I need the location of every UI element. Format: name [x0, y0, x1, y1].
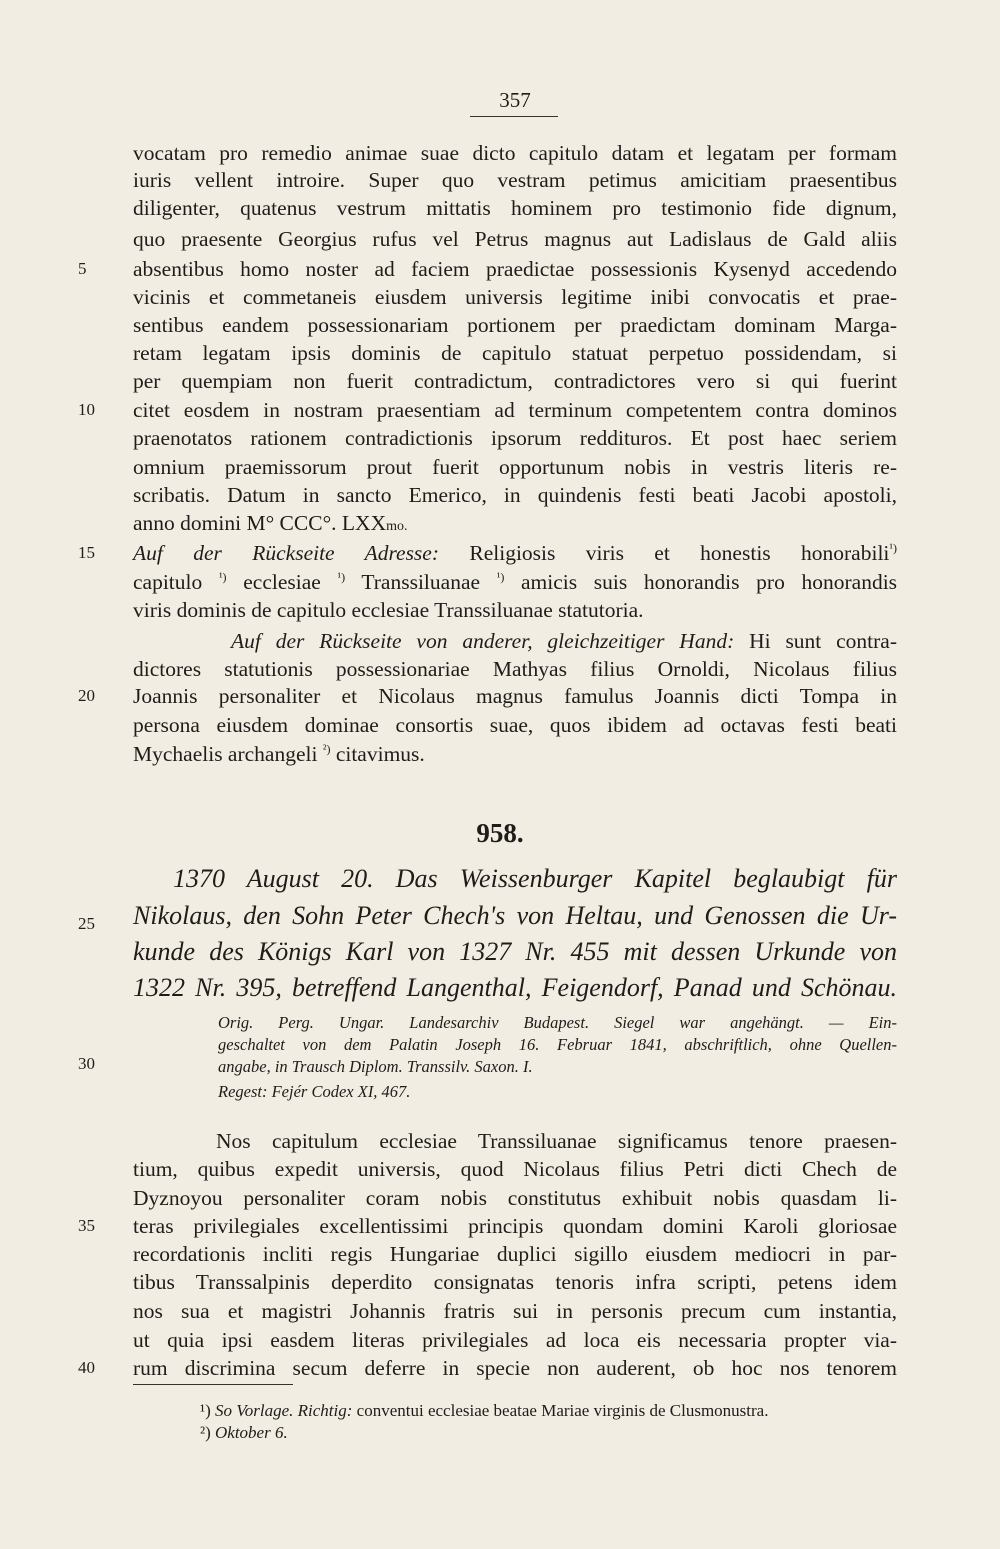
footnote-ref: ¹)	[889, 540, 897, 555]
text-line: retam legatam ipsis dominis de capitulo statuat perpetuo possidendam, si	[133, 341, 897, 365]
footnote-mark: ¹)	[200, 1401, 211, 1420]
source-line: angabe, in Trausch Diplom. Transsilv. Saxon. I.	[218, 1057, 533, 1076]
note-text: citavimus.	[335, 742, 425, 766]
document-number: 958.	[476, 818, 524, 848]
text-line: nos sua et magistri Johannis fratris sui in personis precum cum instantia,	[133, 1299, 897, 1323]
footnote-ref: ¹)	[218, 569, 227, 584]
text-line: Joannis personaliter et Nicolaus magnus famulus Joannis dicti Tompa in	[133, 684, 897, 708]
text-line: scribatis. Datum in sancto Emerico, in quindenis festi beati Jacobi apostoli,	[133, 483, 897, 507]
text-line: tium, quibus expedit universis, quod Nicolaus filius Petri dicti Chech de	[133, 1157, 897, 1181]
text-line	[133, 510, 897, 540]
text-line: tibus Transsalpinis deperdito consignatas tenoris infra scripti, petens idem	[133, 1270, 897, 1294]
address-text: capitulo	[133, 570, 203, 594]
footnote-text: conventui ecclesiae beatae Mariae virginis de Clusmonustra.	[356, 1401, 769, 1420]
line-number: 10	[78, 400, 95, 419]
text-line: persona eiusdem dominae consortis suae, quos ibidem ad octavas festi beati	[133, 713, 897, 737]
text-line	[133, 741, 897, 767]
text-line: quo praesente Georgius rufus vel Petrus magnus aut Ladislaus de Gald aliis	[133, 227, 897, 251]
line-number: 25	[78, 914, 95, 933]
text-line: iuris vellent introire. Super quo vestram petimus amicitiam praesentibus	[133, 168, 897, 192]
text-line: absentibus homo noster ad faciem praedictae possessionis Kysenyd accedendo	[133, 257, 897, 281]
text-line: teras privilegiales excellentissimi principis quondam domini Karoli gloriosae	[133, 1214, 897, 1238]
heading-line: kunde des Königs Karl von 1327 Nr. 455 mit dessen Urkunde von	[133, 937, 897, 966]
text-line: vicinis et commetaneis eiusdem universis legitime inibi convocatis et prae-	[133, 285, 897, 309]
text-line: sentibus eandem possessionariam portionem per praedictam dominam Marga-	[133, 313, 897, 337]
footnote	[200, 1400, 900, 1422]
footnote-label: Oktober 6.	[215, 1423, 288, 1442]
line-number: 35	[78, 1216, 95, 1235]
source-line: Orig. Perg. Ungar. Landesarchiv Budapest. Siegel war angehängt. — Ein-	[218, 1013, 897, 1032]
note-text: Mychaelis archangeli	[133, 742, 318, 766]
footnote-rule	[133, 1384, 293, 1385]
line-number: 20	[78, 686, 95, 705]
text-line: citet eosdem in nostram praesentiam ad terminum competentem contra dominos	[133, 398, 897, 422]
text-line: Nos capitulum ecclesiae Transsiluanae significamus tenore praesen-	[216, 1129, 897, 1153]
line-number: 5	[78, 259, 87, 278]
footnote-ref: ¹)	[337, 569, 346, 584]
text-line: diligenter, quatenus vestrum mittatis hominem pro testimonio fide dignum,	[133, 196, 897, 220]
page-number-rule	[470, 116, 558, 117]
footnote	[200, 1422, 900, 1444]
reverse-label: Auf der Rückseite Adresse:	[133, 541, 439, 565]
text-line: dictores statutionis possessionariae Mathyas filius Ornoldi, Nicolaus filius	[133, 657, 897, 681]
source-line: Regest: Fejér Codex XI, 467.	[218, 1082, 411, 1101]
text-line	[231, 628, 897, 654]
text-line: per quempiam non fuerit contradictum, contradictores vero si qui fuerint	[133, 369, 897, 393]
footnote-ref: ¹)	[496, 569, 505, 584]
text-line: praenotatos rationem contradictionis ipsorum reddituros. Et post haec seriem	[133, 426, 897, 450]
text-line: rum discrimina secum deferre in specie non auderent, ob hoc nos tenorem	[133, 1356, 897, 1380]
address-text: Transsiluanae	[361, 570, 481, 594]
footnote-mark: ²)	[200, 1423, 211, 1442]
text-line	[133, 540, 897, 566]
text-line: omnium praemissorum prout fuerit opportunum nobis in vestris literis re-	[133, 455, 897, 479]
address-text: Religiosis viris et honestis honorabili	[469, 541, 890, 565]
footnote-label: So Vorlage. Richtig:	[215, 1401, 353, 1420]
text-line: Dyznoyou personaliter coram nobis constitutus exhibuit nobis quasdam li-	[133, 1186, 897, 1210]
date-suffix: mo.	[386, 519, 408, 534]
heading-line: Nikolaus, den Sohn Peter Chech's von Heltau, und Genossen die Ur-	[133, 901, 897, 930]
address-text: ecclesiae	[243, 570, 321, 594]
text-line: vocatam pro remedio animae suae dicto capitulo datam et legatam per formam	[133, 141, 897, 165]
source-line: geschaltet von dem Palatin Joseph 16. Februar 1841, abschriftlich, ohne Quellen-	[218, 1035, 897, 1054]
footnote-ref: ²)	[322, 741, 331, 756]
text-line: viris dominis de capitulo ecclesiae Transsiluanae statutoria.	[133, 598, 644, 622]
heading-line: 1370 August 20. Das Weissenburger Kapitel beglaubigt für	[173, 864, 897, 893]
text-line: ut quia ipsi easdem literas privilegiales ad loca eis necessaria propter via-	[133, 1328, 897, 1352]
date-text: anno domini M° CCC°. LXX	[133, 511, 387, 535]
line-number: 30	[78, 1054, 95, 1073]
page-number: 357	[499, 88, 531, 112]
note-text: Hi sunt contra-	[749, 629, 898, 653]
heading-line: 1322 Nr. 395, betreffend Langenthal, Feigendorf, Panad und Schönau.	[133, 973, 897, 1002]
text-line	[133, 569, 897, 595]
text-line: recordationis incliti regis Hungariae duplici sigillo eiusdem mediocri in par-	[133, 1242, 897, 1266]
line-number: 15	[78, 543, 95, 562]
line-number: 40	[78, 1358, 95, 1377]
reverse-label: Auf der Rückseite von anderer, gleichzeitiger Hand:	[231, 629, 735, 653]
address-text: amicis suis honorandis pro honorandis	[521, 570, 898, 594]
